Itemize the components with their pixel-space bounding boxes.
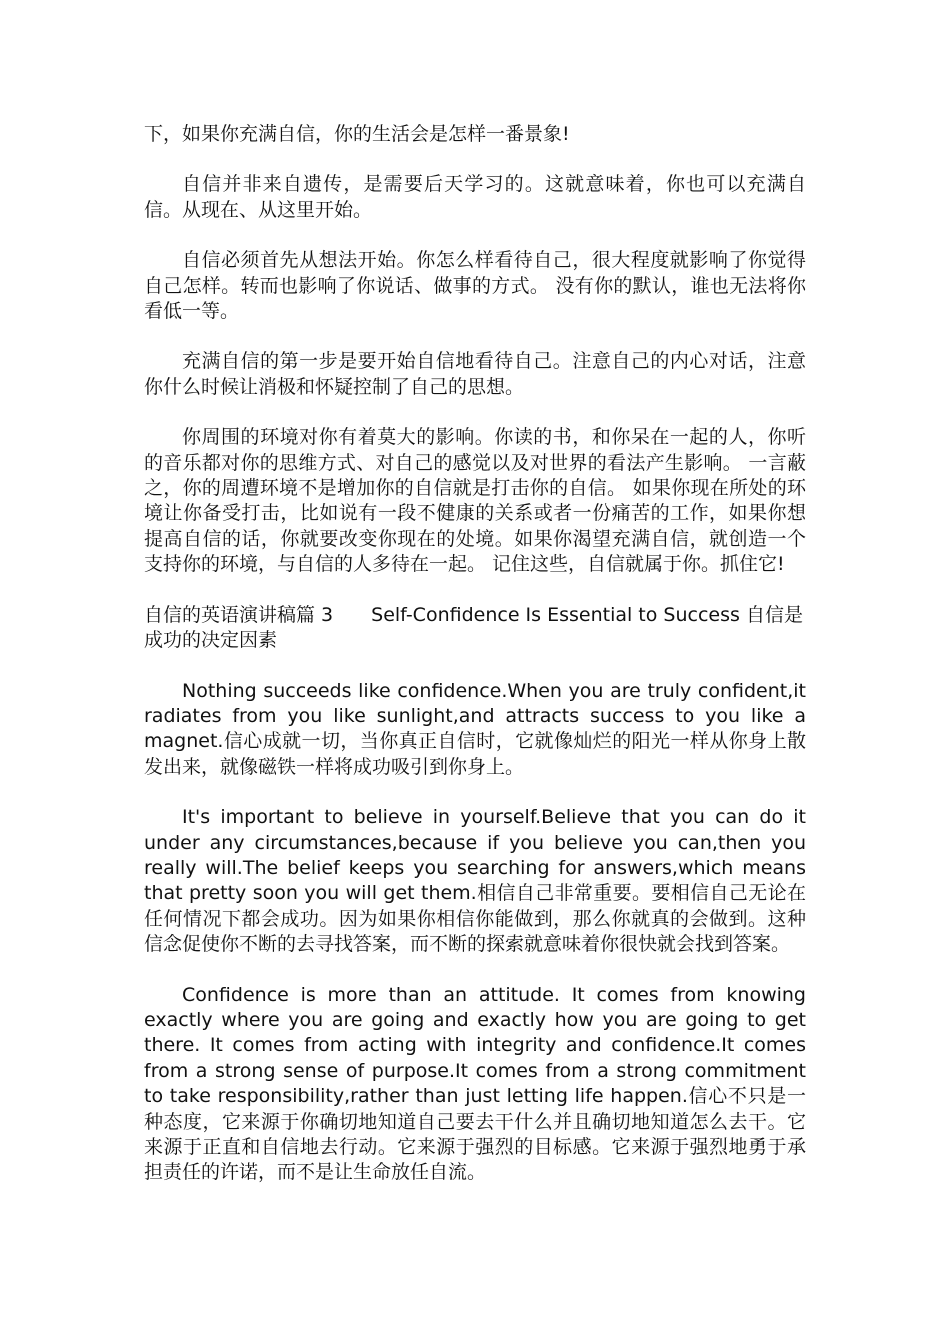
paragraph: 你周围的环境对你有着莫大的影响。你读的书，和你呆在一起的人，你听的音乐都对你的思维方式、对自己的感觉以及对世界的看法产生影响。 一言蔽之，你的周遭环境不是增加你的自信就是打击你的自信。 如果你现在所处的环境让你备受打击，比如说有一段不健康的关系或者一份痛苦的工作，如果你想提高自信的话，你就要改变你现在的处境。如果你渴望充满自信，就创造一个支持你的环境，与自信的人多待在一起。 记住这些，自信就属于你。抓住它! xyxy=(144,426,806,576)
document-page xyxy=(144,122,806,1211)
paragraph-bilingual: Confidence is more than an attitude. It comes from knowing exactly where you are going and exactly how you are going to get there. It comes from acting with integrity and confidence.It comes from a strong sense of purpose.It comes from a strong commitment to take responsibility,rather than just letting life happen.信心不只是一种态度，它来源于你确切地知道自己要去干什么并且确切地知道怎么去干。它来源于正直和自信地去行动。它来源于强烈的目标感。它来源于强烈地勇于承担责任的许诺，而不是让生命放任自流。 xyxy=(144,983,806,1184)
section-heading-title: Self-Confidence Is Essential to Success 自信是成功的决定因素 xyxy=(144,603,803,652)
paragraph-continuation: 下，如果你充满自信，你的生活会是怎样一番景象! xyxy=(144,123,570,145)
section-heading xyxy=(144,603,806,654)
paragraph: 自信并非来自遗传，是需要后天学习的。这就意味着，你也可以充满自信。从现在、从这里开始。 xyxy=(144,173,806,221)
paragraph-bilingual: It's important to believe in yourself.Believe that you can do it under any circumstances,because if you believe you can,then you really will.The belief keeps you searching for answers,which means that pretty soon you will get them.相信自己非常重要。要相信自己无论在任何情况下都会成功。因为如果你相信你能做到，那么你就真的会做到。这种信念促使你不断的去寻找答案，而不断的探索就意味着你很快就会找到答案。 xyxy=(144,806,806,956)
paragraph: 充满自信的第一步是要开始自信地看待自己。注意自己的内心对话，注意你什么时候让消极和怀疑控制了自己的思想。 xyxy=(144,350,806,398)
paragraph: 自信必须首先从想法开始。你怎么样看待自己，很大程度就影响了你觉得自己怎样。转而也影响了你说话、做事的方式。 没有你的默认，谁也无法将你看低一等。 xyxy=(144,249,806,323)
paragraph-bilingual: Nothing succeeds like confidence.When you are truly confident,it radiates from you like sunlight,and attracts success to you like a magnet.信心成就一切，当你真正自信时，它就像灿烂的阳光一样从你身上散发出来，就像磁铁一样将成功吸引到你身上。 xyxy=(144,679,806,778)
section-heading-label: 自信的英语演讲稿篇 3 xyxy=(144,603,334,626)
